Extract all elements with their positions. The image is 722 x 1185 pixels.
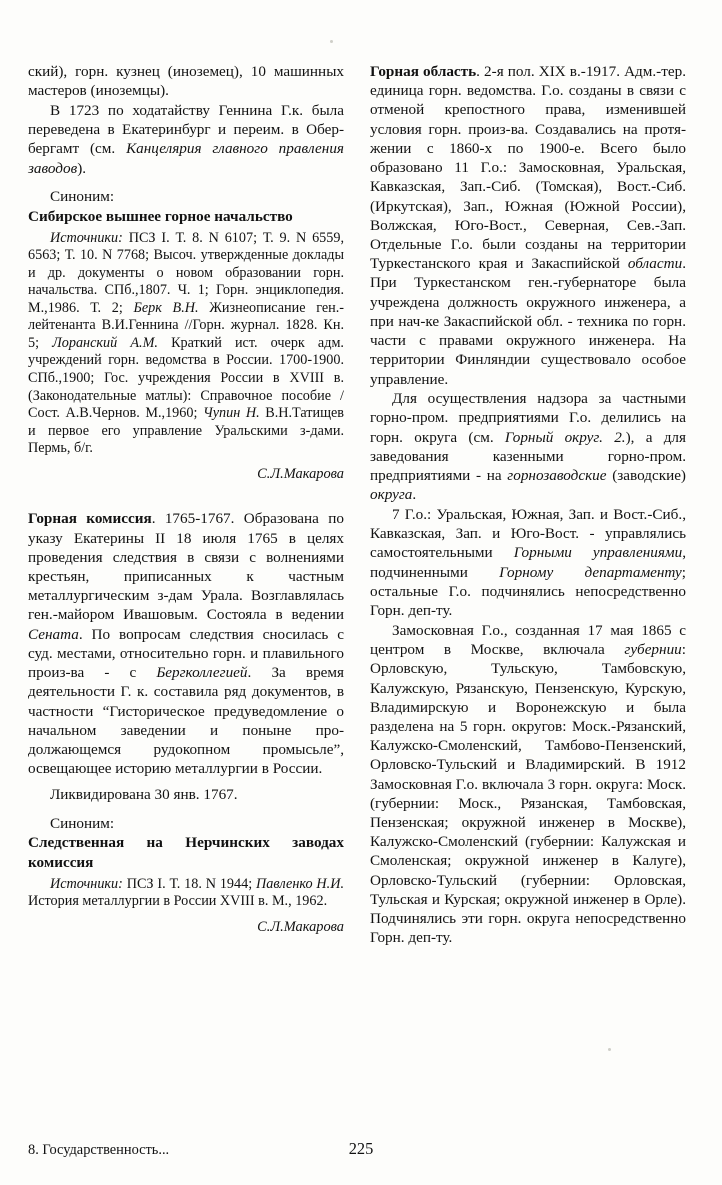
- paragraph-text: ; остальные Г.о. подчинялись непосредственно Горн. деп-ту.: [370, 563, 686, 620]
- sources-text: ПСЗ I. Т. 18. N 1944;: [122, 875, 256, 892]
- continued-paragraph: ский), горн. кузнец (иноземец), 10 машинных мастеров (иноземцы).: [28, 63, 344, 100]
- cross-reference-italic: Бергколлегией: [156, 664, 248, 682]
- entry-paragraph-4: [370, 621, 686, 948]
- entry-text: . При Туркестанском ген.-губернаторе была учреждена должность окружного инженера, а при нач-ке Закаспийской обл. - техника по горн. части с правами окружного инженера. На территории Финляндии существовало особое управление.: [370, 255, 686, 388]
- cross-reference-italic: горнозаводские: [507, 467, 607, 485]
- cross-reference-italic: губернии: [624, 641, 682, 659]
- cross-reference-italic: Сената: [28, 625, 79, 643]
- paragraph-text: : Орловскую, Тульскую, Тамбовскую, Калужскую, Рязанскую, Пензенскую, Курскую, Владимирскую и Воронежскую и была разделена на 5 горн. округов: Моск.-Рязанский, Калужско-Смоленский, Тамбово-Пензенский, Орловско-Тульский и Владимирский. В 1912 Замосковная Г.о. включала 3 горн. округа: Моск. (губернии: Моск., Рязанская, Тамбовская, Пензенская; окружной инженер в Москве), Калужско-Смоленский (губернии: Калужская и Смоленская; окружной инженер в Калуге), Орловско-Тульский (губернии: Орловская, Тульская и Курская; окружной инженер в Орле). Подчинялись эти горн. округа непосредственно Горн. деп-ту.: [370, 641, 686, 947]
- paper-speck: [608, 1048, 611, 1051]
- entry-paragraph-3: [370, 505, 686, 620]
- sources-text: История металлургии в России XVIII в. М., 1962.: [28, 893, 328, 910]
- entry-author: С.Л.Макарова: [257, 465, 344, 482]
- entry-paragraph-2: [370, 389, 686, 504]
- paragraph-text: 7 Г.о.: Уральская, Южная, Зап. и Вост.-Сиб., Кавказская, Зап. и Юго-Вост. - управлялись самостоятельными: [370, 506, 686, 562]
- sources-text: В.Н.Татищев и первое его управление Уральскими з-дами. Пермь, б/г.: [28, 405, 344, 457]
- right-column: [370, 62, 686, 1102]
- synonym-label: Синоним:: [50, 187, 115, 205]
- cross-reference-italic: Канцелярия главного правления заводов: [28, 140, 344, 177]
- two-column-layout: [28, 62, 694, 1102]
- paragraph-text: (заводские): [606, 467, 686, 485]
- sources-text: Жизнеописание ген.-лейтенанта В.И.Геннина //Горн. журнал. 1828. Кн. 5;: [28, 299, 345, 351]
- entry-paragraph: [370, 62, 686, 389]
- source-author: Павленко Н.И.: [256, 875, 344, 892]
- cross-reference-italic: Горному департаменту: [499, 563, 682, 581]
- sources-text: Краткий ист. очерк адм. учреждений горн. ведомства в России. 1700-1900. СПб.,1900; Гос. учреждения России в XVIII в. (Законодательные матлы): Справочное пособие /Сост. А.В.Чернов. М.,1960;: [28, 334, 344, 422]
- paragraph-text: Для осуществления надзора за частными горно-пром. предприятиями Г.о. делились на горн. округа (см.: [370, 390, 686, 446]
- cross-reference-italic: Горный округ. 2.: [504, 428, 626, 446]
- source-author: Лоранский А.М.: [52, 334, 158, 351]
- entry-author-2: С.Л.Макарова: [257, 918, 344, 935]
- sources-block-2: [28, 876, 344, 911]
- footer-running-title: 8. Государственность...: [28, 1142, 170, 1158]
- continued-paragraph-2: [28, 101, 344, 178]
- sources-label: Источники:: [50, 875, 123, 892]
- entry-text: . 1765-1767. Образована по указу Екатерины II 18 июля 1765 в целях проведения следствия в связи с волнениями крестьян, приписанных к частным металлургическим з-дам Урала. Возглавлялась ген.-майором Ивашовым. Состояла в ведении: [28, 510, 344, 624]
- page-number: 225: [348, 1139, 374, 1158]
- entry-term: Горная комиссия: [28, 510, 152, 528]
- cross-reference-italic: округа: [370, 486, 413, 504]
- entry-separator: [28, 483, 344, 509]
- source-author: Берк В.Н.: [133, 299, 199, 316]
- entry-text: . За время деятельности Г. к. составила ряд документов, в частности “Гисторическое предуведомление о начальном заведении и поныне продолжающемся рудокопном промысьле”, освещающее историю металлургии в России.: [28, 664, 344, 778]
- liquidation-note: Ликвидирована 30 янв. 1767.: [50, 786, 238, 804]
- paragraph-text: В 1723 по ходатайству Геннина Г.к. была переведена в Екатеринбург и переим. в Обер-бергамт (см.: [28, 101, 344, 158]
- source-author: Чупин Н.: [202, 405, 260, 422]
- entry-paragraph: [28, 509, 344, 778]
- synonym-label-2: Синоним:: [50, 814, 115, 832]
- sources-label: Источники:: [50, 229, 123, 246]
- cross-reference-italic: области: [627, 255, 683, 273]
- entry-term: Горная область: [370, 63, 477, 80]
- page-footer: [28, 1135, 694, 1159]
- paper-speck: [330, 40, 333, 43]
- left-column: [28, 62, 344, 1102]
- synonym-term: Сибирское вышнее горное начальство: [28, 207, 293, 225]
- entry-text: . 2-я пол. XIX в.-1917. Адм.-тер. единица горн. ведомства. Г.о. созданы в связи с отменой крепостного права, изменившей условия горн. произ-ва. Создавались на протяжении с 1860-х по 1900-е. Всего было образовано 11 Г.о.: Замосковная, Уральская, Кавказская, Зап.-Сиб. (Томская), Вост.-Сиб. (Иркутская), Зап., Южная (Южной России), Волжская, Юго-Вост., Северная, Сев.-Зап. Отдельные Г.о. были созданы на территории Туркестанского края и Закаспийской: [370, 63, 687, 273]
- paragraph-text: Замосковная Г.о., созданная 17 мая 1865 с центром в Москве, включала: [370, 621, 686, 659]
- paragraph-text: .: [412, 486, 417, 504]
- cross-reference-italic: Горными управлениями: [513, 544, 683, 562]
- sources-block: [28, 230, 344, 458]
- synonym-term-2: Следственная на Нерчинских заводах комиссия: [28, 834, 344, 871]
- entry-text: . По вопросам следствия сносилась с суд. местами, относительно горн. и плавильного произ-ва - с: [28, 625, 344, 682]
- paragraph-text: , подчиненными: [370, 544, 687, 581]
- paragraph-text: ), а для заведования казенными горно-пром. предприятиями - на: [370, 428, 686, 485]
- sources-text: ПСЗ I. Т. 8. N 6107; Т. 9. N 6559, 6563; Т. 10. N 7768; Высоч. утвержденные доклады и др. документы о новом образовании горн. начальства. СПб.,1807. Ч. 1; Горн. энциклопедия. М.,1986. Т. 2;: [28, 229, 344, 316]
- paragraph-tail: ).: [77, 159, 87, 177]
